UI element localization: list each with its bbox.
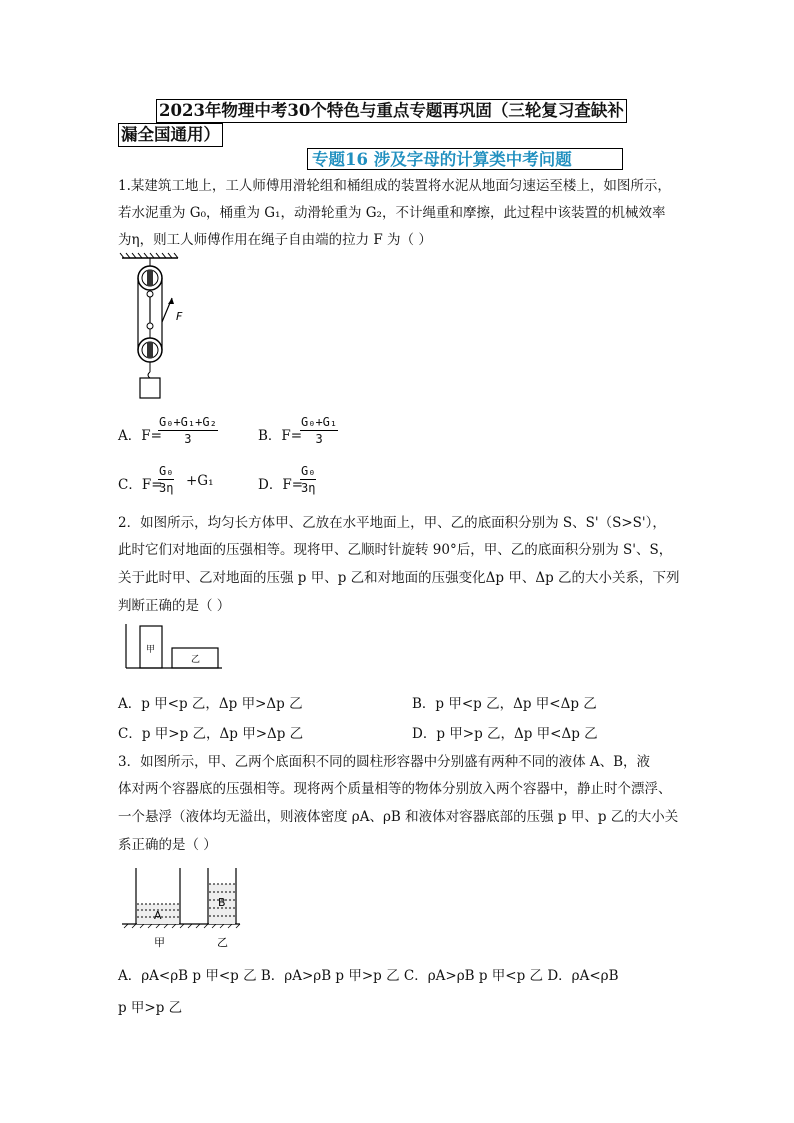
title-line-1: 2023年物理中考30个特色与重点专题再巩固（三轮复习查缺补	[156, 99, 627, 123]
q1-option-b-prefix: B．F=	[258, 428, 303, 444]
force-label: F	[176, 310, 183, 323]
q3-text-2: 体对两个容器底的压强相等。现将两个质量相等的物体分别放入两个容器中，静止时个漂浮、	[118, 781, 672, 797]
q3-options-line-2: p 甲>p 乙	[118, 1000, 183, 1016]
q2-option-c: C．p 甲>p 乙，Δp 甲>Δp 乙	[118, 726, 304, 742]
container-jia-label: 甲	[154, 936, 165, 949]
blocks-figure	[118, 620, 228, 676]
containers-figure	[118, 862, 248, 952]
subtitle: 专题16 涉及字母的计算类中考问题	[307, 148, 623, 170]
q2-text-1: 2．如图所示，均匀长方体甲、乙放在水平地面上，甲、乙的底面积分别为 S、S'（S>S'），	[118, 515, 666, 531]
q2-option-a: A．p 甲<p 乙，Δp 甲>Δp 乙	[118, 696, 303, 712]
title-line-2: 漏全国通用）	[118, 123, 223, 147]
q2-text-3: 关于此时甲、乙对地面的压强 p 甲、p 乙和对地面的压强变化Δp 甲、Δp 乙的大小关系，下列	[118, 570, 680, 586]
q1-option-b-fraction: $\frac{\text{G₀+G₁}}{3}$	[301, 415, 338, 446]
container-yi-label: 乙	[217, 936, 228, 949]
q2-option-d: D．p 甲>p 乙，Δp 甲<Δp 乙	[412, 726, 598, 742]
q1-text-2: 若水泥重为 G₀，桶重为 G₁，动滑轮重为 G₂，不计绳重和摩擦，此过程中该装置的机械效率	[118, 205, 666, 221]
q2-text-4: 判断正确的是（ ）	[118, 598, 231, 614]
q1-option-c-prefix: C．F=	[118, 477, 163, 493]
q2-option-b: B．p 甲<p 乙，Δp 甲<Δp 乙	[412, 696, 597, 712]
fig-jia-label: 甲	[146, 645, 156, 655]
liquid-a-label: A	[154, 909, 162, 922]
q1-text-3: 为η，则工人师傅作用在绳子自由端的拉力 F 为（ ）	[118, 232, 432, 248]
q1-option-d-fraction: $\frac{\text{G₀}}{3\eta}$	[301, 464, 316, 495]
q3-text-3: 一个悬浮（液体均无溢出，则液体密度 ρA、ρB 和液体对容器底部的压强 p 甲、p 乙的大小关	[118, 809, 679, 825]
q3-text-1: 3．如图所示，甲、乙两个底面积不同的圆柱形容器中分别盛有两种不同的液体 A、B，液	[118, 754, 651, 770]
q1-text-1: 1.某建筑工地上，工人师傅用滑轮组和桶组成的装置将水泥从地面匀速运至楼上，如图所示，	[118, 178, 671, 194]
q1-option-d-prefix: D．F=	[258, 477, 304, 493]
q1-option-a-fraction: $\frac{\text{G₀+G₁+G₂}}{3}$	[159, 415, 217, 446]
pulley-figure	[118, 252, 198, 402]
fig-yi-label: 乙	[191, 655, 201, 665]
q1-option-a-prefix: A．F=	[118, 428, 162, 444]
liquid-b-label: B	[218, 896, 226, 909]
q1-option-c-suffix: +G₁	[186, 473, 214, 489]
q3-text-4: 系正确的是（ ）	[118, 837, 217, 853]
q3-options-line-1: A．ρA<ρB p 甲<p 乙 B．ρA>ρB p 甲>p 乙 C．ρA>ρB p 甲<p 乙 D．ρA<ρB	[118, 968, 619, 984]
q1-option-c-fraction: $\frac{\text{G₀}}{3\eta}$	[159, 464, 174, 495]
q2-text-2: 此时它们对地面的压强相等。现将甲、乙顺时针旋转 90°后，甲、乙的底面积分别为 S'、S，	[118, 542, 673, 558]
